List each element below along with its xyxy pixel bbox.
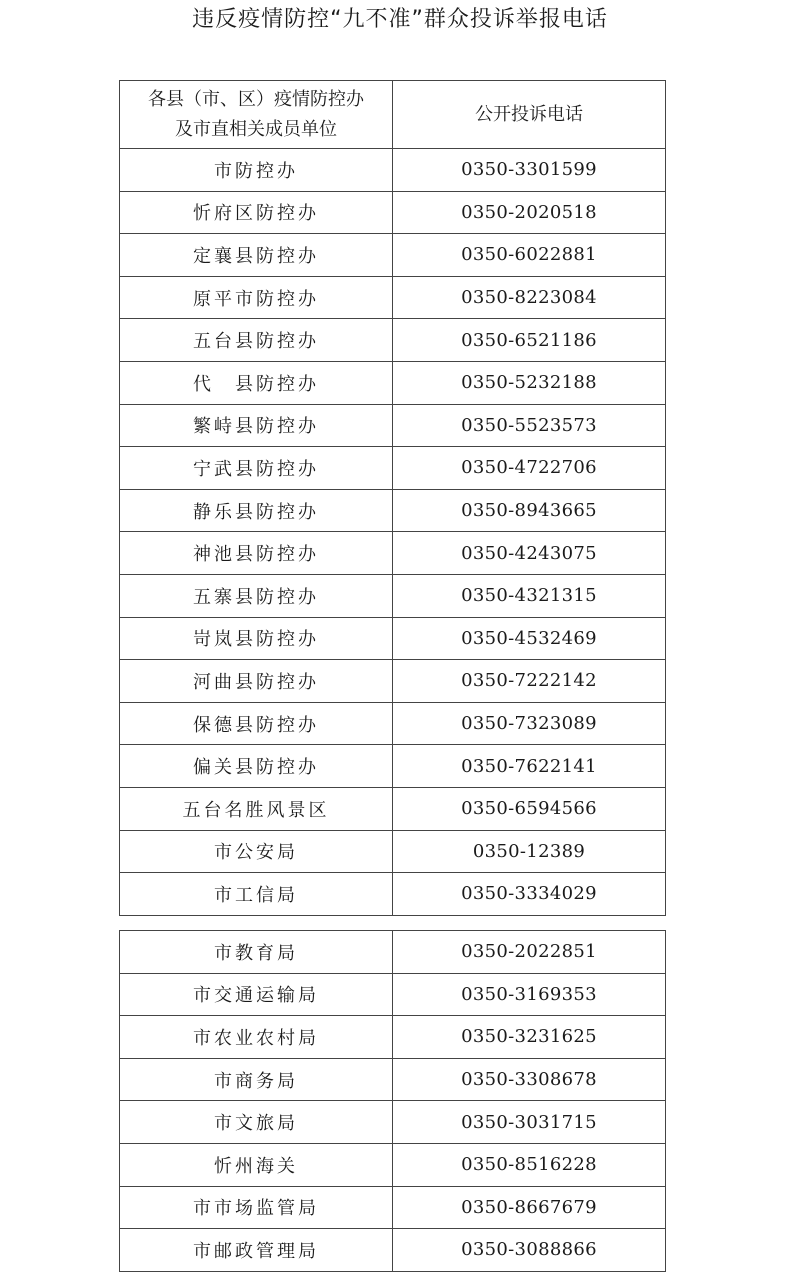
unit-name-cell: 市市场监管局 (120, 1186, 393, 1229)
unit-name-cell: 静乐县防控办 (120, 489, 393, 532)
phone-number-cell: 0350-7222142 (393, 660, 666, 703)
table-row (120, 1229, 666, 1272)
table-row (120, 489, 666, 532)
phone-number-cell: 0350-3169353 (393, 973, 666, 1016)
unit-name-cell: 岢岚县防控办 (120, 617, 393, 660)
table-row (120, 447, 666, 490)
table-row (120, 191, 666, 234)
unit-name-cell: 繁峙县防控办 (120, 404, 393, 447)
phone-number-cell: 0350-2022851 (393, 931, 666, 974)
phone-number-cell: 0350-6022881 (393, 234, 666, 277)
table-row (120, 532, 666, 575)
unit-name-cell: 宁武县防控办 (120, 447, 393, 490)
unit-name-cell: 市教育局 (120, 931, 393, 974)
unit-name-cell: 忻州海关 (120, 1143, 393, 1186)
phone-number-cell: 0350-3231625 (393, 1016, 666, 1059)
hotline-table-part-1 (119, 80, 666, 916)
phone-number-cell: 0350-5232188 (393, 361, 666, 404)
table-row (120, 745, 666, 788)
unit-name-cell: 五寨县防控办 (120, 574, 393, 617)
table-row (120, 830, 666, 873)
phone-number-cell: 0350-8516228 (393, 1143, 666, 1186)
phone-number-cell: 0350-4321315 (393, 574, 666, 617)
phone-number-cell: 0350-5523573 (393, 404, 666, 447)
table-header-row (120, 81, 666, 149)
table-row (120, 931, 666, 974)
header-phone-column: 公开投诉电话 (393, 81, 666, 149)
phone-number-cell: 0350-8667679 (393, 1186, 666, 1229)
table-row (120, 276, 666, 319)
unit-name-cell: 五台县防控办 (120, 319, 393, 362)
phone-number-cell: 0350-3334029 (393, 873, 666, 916)
phone-number-cell: 0350-4243075 (393, 532, 666, 575)
table-row (120, 660, 666, 703)
table-row (120, 149, 666, 192)
unit-name-cell: 代 县防控办 (120, 361, 393, 404)
table-row (120, 404, 666, 447)
phone-number-cell: 0350-7323089 (393, 702, 666, 745)
unit-name-cell: 偏关县防控办 (120, 745, 393, 788)
unit-name-cell: 定襄县防控办 (120, 234, 393, 277)
table-row (120, 574, 666, 617)
phone-number-cell: 0350-3088866 (393, 1229, 666, 1272)
unit-name-cell: 原平市防控办 (120, 276, 393, 319)
unit-name-cell: 市文旅局 (120, 1101, 393, 1144)
phone-number-cell: 0350-2020518 (393, 191, 666, 234)
phone-number-cell: 0350-7622141 (393, 745, 666, 788)
table-row (120, 1101, 666, 1144)
table-row (120, 873, 666, 916)
phone-number-cell: 0350-8943665 (393, 489, 666, 532)
phone-number-cell: 0350-4722706 (393, 447, 666, 490)
unit-name-cell: 五台名胜风景区 (120, 787, 393, 830)
unit-name-cell: 市工信局 (120, 873, 393, 916)
phone-number-cell: 0350-6594566 (393, 787, 666, 830)
table-row (120, 319, 666, 362)
unit-name-cell: 市农业农村局 (120, 1016, 393, 1059)
phone-number-cell: 0350-3308678 (393, 1058, 666, 1101)
table-row (120, 617, 666, 660)
header-unit-column (120, 81, 393, 149)
table-row (120, 1058, 666, 1101)
table-row (120, 1143, 666, 1186)
phone-number-cell: 0350-12389 (393, 830, 666, 873)
table-row (120, 973, 666, 1016)
unit-name-cell: 保德县防控办 (120, 702, 393, 745)
unit-name-cell: 市防控办 (120, 149, 393, 192)
phone-number-cell: 0350-4532469 (393, 617, 666, 660)
phone-number-cell: 0350-3031715 (393, 1101, 666, 1144)
table-row (120, 234, 666, 277)
unit-name-cell: 市交通运输局 (120, 973, 393, 1016)
unit-name-cell: 市商务局 (120, 1058, 393, 1101)
unit-name-cell: 河曲县防控办 (120, 660, 393, 703)
table-row (120, 787, 666, 830)
header-unit-label: 各县（市、区）疫情防控办 及市直相关成员单位 (148, 88, 364, 140)
phone-number-cell: 0350-6521186 (393, 319, 666, 362)
table-row (120, 361, 666, 404)
table-row (120, 702, 666, 745)
unit-name-cell: 市邮政管理局 (120, 1229, 393, 1272)
table-row (120, 1186, 666, 1229)
phone-number-cell: 0350-3301599 (393, 149, 666, 192)
page-title: 违反疫情防控“九不准”群众投诉举报电话 (192, 7, 608, 32)
phone-number-cell: 0350-8223084 (393, 276, 666, 319)
hotline-table-part-2 (119, 930, 666, 1272)
unit-name-cell: 市公安局 (120, 830, 393, 873)
unit-name-cell: 神池县防控办 (120, 532, 393, 575)
table-row (120, 1016, 666, 1059)
unit-name-cell: 忻府区防控办 (120, 191, 393, 234)
